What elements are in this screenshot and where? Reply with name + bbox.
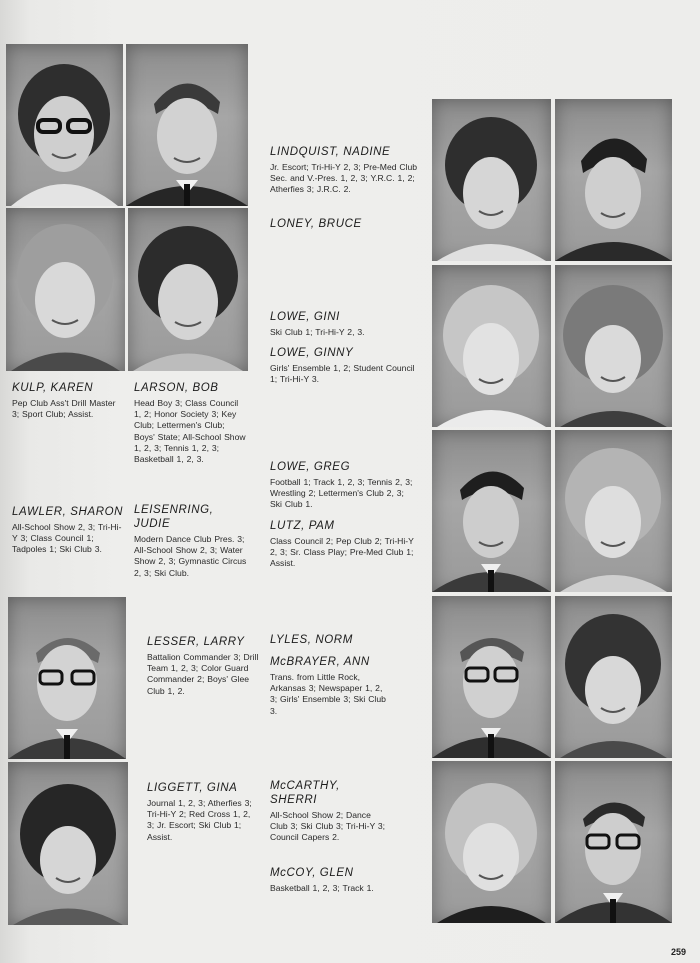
student-name: LYLES, NORM: [270, 634, 353, 646]
portrait-woman-bouffant-icon: [432, 99, 551, 261]
student-entry: [270, 145, 418, 196]
portrait-photo: [555, 596, 672, 758]
student-name: KULP, KAREN: [12, 382, 94, 394]
portrait-photo: [555, 99, 672, 261]
portrait-photo: [128, 208, 248, 371]
student-activities: Journal 1, 2, 3; Atherfies 3; Tri-Hi-Y 2; Red Cross 1, 2, 3; Jr. Escort; Ski Club 1; Assist.: [147, 798, 252, 842]
student-name: LARSON, BOB: [134, 382, 219, 394]
portrait-photo: [432, 99, 551, 261]
student-name: LINDQUIST, NADINE: [270, 146, 391, 158]
student-name: LAWLER, SHARON: [12, 506, 124, 518]
student-activities: Battalion Commander 3; Drill Team 1, 2, 3; Color Guard Commander 2; Boys' Glee Club 1, 2.: [147, 652, 259, 696]
student-activities: Ski Club 1; Tri-Hi-Y 2, 3.: [270, 327, 365, 337]
portrait-photo: [555, 430, 672, 592]
portrait-photo: [555, 761, 672, 923]
portrait-photo: [8, 762, 128, 925]
student-activities: Pep Club Ass't Drill Master 3; Sport Club; Assist.: [12, 398, 116, 420]
student-name: LOWE, GINNY: [270, 347, 354, 359]
student-entry: [147, 635, 259, 697]
portrait-photo: [432, 430, 551, 592]
student-activities: Modern Dance Club Pres. 3; All-School Show 2, 3; Water Show 2, 3; Gymnastic Circus 2, 3; Ski Club.: [134, 534, 247, 578]
student-entry: [270, 779, 388, 844]
student-name: LOWE, GREG: [270, 461, 351, 473]
student-name: LESSER, LARRY: [147, 636, 245, 648]
portrait-man-glasses-icon: [8, 597, 126, 759]
student-activities: Football 1; Track 1, 2, 3; Tennis 2, 3; Wrestling 2; Lettermen's Club 2, 3; Ski Club 1.: [270, 477, 413, 510]
student-entry: [147, 781, 259, 843]
student-name: LIGGETT, GINA: [147, 782, 238, 794]
student-entry: [134, 381, 248, 465]
portrait-man-suit-icon: [432, 430, 551, 592]
portrait-woman-bob-hair-icon: [8, 762, 128, 925]
portrait-man-glasses-icon: [555, 761, 672, 923]
student-entry: [270, 655, 388, 717]
portrait-woman-light-hair-icon: [432, 761, 551, 923]
student-name: LOWE, GINI: [270, 311, 340, 323]
student-name: LEISENRING, JUDIE: [134, 504, 214, 530]
student-entry: [270, 633, 418, 647]
portrait-photo: [432, 265, 551, 427]
portrait-photo: [6, 208, 125, 371]
portrait-photo: [126, 44, 248, 206]
portrait-woman-dark-hair-icon: [128, 208, 248, 371]
student-activities: Head Boy 3; Class Council 1, 2; Honor Society 3; Key Club; Lettermen's Club; Boys' State; All-School Show 1, 2, 3; Tennis 1, 2, 3; Basketball 1, 2, 3.: [134, 398, 246, 465]
portrait-woman-blonde-icon: [555, 430, 672, 592]
page-number: 259: [670, 947, 686, 957]
portrait-photo: [432, 596, 551, 758]
student-activities: All-School Show 2; Dance Club 3; Ski Club 3; Tri-Hi-Y 3; Council Capers 2.: [270, 810, 386, 843]
student-name: McCOY, GLEN: [270, 867, 354, 879]
student-activities: Trans. from Little Rock, Arkansas 3; Newspaper 1, 2, 3; Girls' Ensemble 3; Ski Club 3.: [270, 672, 386, 716]
student-activities: Class Council 2; Pep Club 2; Tri-Hi-Y 2, 3; Sr. Class Play; Pre-Med Club 1; Assist.: [270, 536, 414, 569]
portrait-man-dark-hair-icon: [555, 99, 672, 261]
student-entry: [270, 346, 418, 385]
portrait-woman-flip-hair-icon: [555, 265, 672, 427]
student-entry: [270, 217, 418, 231]
student-entry: [12, 505, 124, 556]
portrait-photo: [432, 761, 551, 923]
student-name: LUTZ, PAM: [270, 520, 335, 532]
portrait-woman-glasses-icon: [6, 44, 123, 206]
portrait-woman-dark-hair-icon: [555, 596, 672, 758]
portrait-man-glasses-icon: [432, 596, 551, 758]
portrait-photo: [555, 265, 672, 427]
student-name: McCARTHY, SHERRI: [270, 780, 340, 806]
portrait-woman-blonde-icon: [6, 208, 125, 371]
student-entry: [270, 310, 418, 338]
student-name: LONEY, BRUCE: [270, 218, 362, 230]
student-activities: Jr. Escort; Tri-Hi-Y 2, 3; Pre-Med Club Sec. and V.-Pres. 1, 2, 3; Y.R.C. 1, 2; Atherfies 3; J.R.C. 2.: [270, 162, 418, 195]
student-name: McBRAYER, ANN: [270, 656, 370, 668]
student-entry: [270, 460, 418, 511]
student-entry: [134, 503, 248, 579]
student-entry: [270, 866, 388, 894]
portrait-man-suit-icon: [126, 44, 248, 206]
student-entry: [12, 381, 124, 420]
student-entry: [270, 519, 418, 570]
student-activities: All-School Show 2, 3; Tri-Hi-Y 3; Class Council 1; Tadpoles 1; Ski Club 3.: [12, 522, 122, 555]
portrait-photo: [8, 597, 126, 759]
student-activities: Girls' Ensemble 1, 2; Student Council 1; Tri-Hi-Y 3.: [270, 363, 415, 385]
portrait-photo: [6, 44, 123, 206]
portrait-woman-light-hair-icon: [432, 265, 551, 427]
student-activities: Basketball 1, 2, 3; Track 1.: [270, 883, 374, 893]
